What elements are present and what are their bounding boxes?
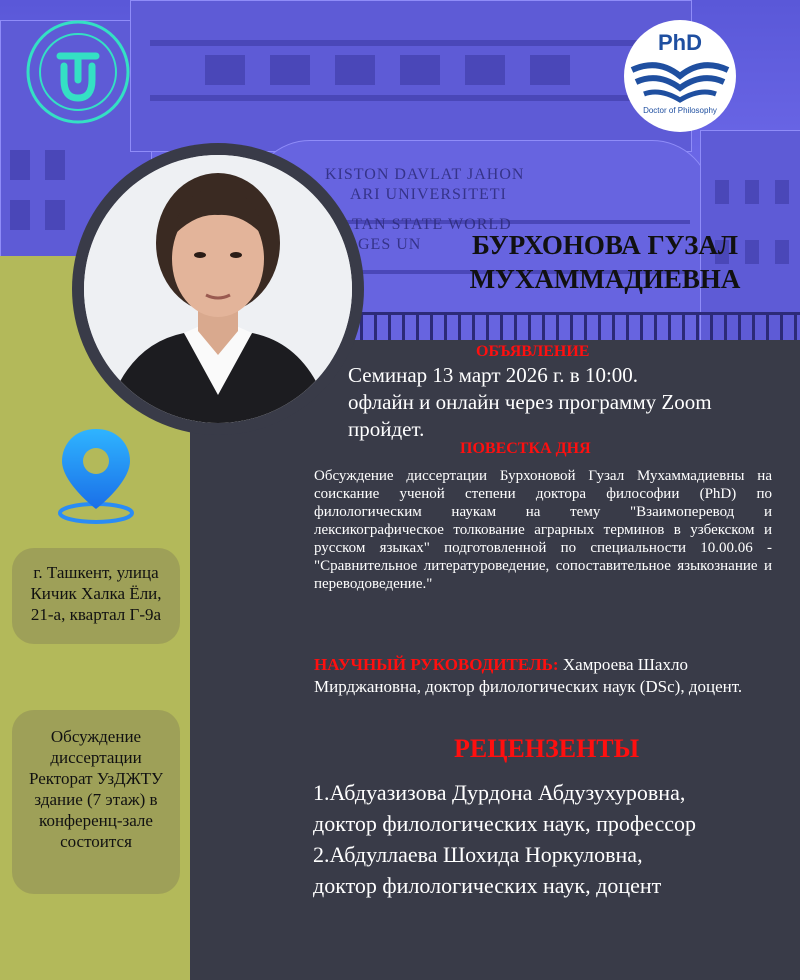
portrait-photo: [84, 155, 352, 423]
sign-line-1: KISTON DAVLAT JAHON: [325, 166, 525, 183]
announcement-line: офлайн и онлайн через программу Zoom: [348, 390, 712, 414]
university-logo: [24, 18, 132, 126]
announcement-line: пройдет.: [348, 417, 425, 441]
address-card: [12, 548, 180, 644]
agenda-heading: ПОВЕСТКА ДНЯ: [460, 440, 591, 457]
venue-text: Обсуждение диссертации Ректорат УзДЖТУ здание (7 этаж) в конференц-зале состоится: [28, 727, 164, 851]
phd-logo: [614, 18, 746, 134]
reviewer-line: 1.Абдуазизова Дурдона Абдузухуровна,: [313, 780, 686, 805]
reviewer-line: 2.Абдуллаева Шохида Норкуловна,: [313, 842, 643, 867]
announcement-body: [348, 362, 712, 443]
location-pin-icon: [56, 425, 136, 525]
reviewers-list: [313, 777, 696, 901]
phd-logo-subtitle: Doctor of Philosophy: [643, 106, 717, 115]
supervisor-details: Мирджановна, доктор филологических наук (DSc), доцент.: [314, 677, 743, 696]
sign-line-4: GES UN: [358, 236, 422, 253]
venue-card: [12, 710, 180, 894]
supervisor-block: [314, 654, 774, 698]
sign-line-3: TAN STATE WORLD: [352, 216, 512, 233]
supervisor-name: Хамроева Шахло: [558, 655, 688, 674]
announcement-line: Семинар 13 март 2026 г. в 10:00.: [348, 363, 639, 387]
sign-line-2: ARI UNIVERSITETI: [350, 186, 507, 203]
person-name: БУРХОНОВА ГУЗАЛ МУХАММАДИЕВНА: [469, 230, 741, 294]
phd-logo-title: PhD: [658, 30, 702, 55]
fence: [360, 312, 800, 340]
reviewer-line: доктор филологических наук, профессор: [313, 811, 696, 836]
address-text: г. Ташкент, улица Кичик Халка Ёли, 21-а, квартал Г-9а: [30, 563, 162, 624]
announcement-heading: ОБЪЯВЛЕНИЕ: [476, 343, 590, 360]
reviewer-line: доктор филологических наук, доцент: [313, 873, 662, 898]
reviewers-heading: РЕЦЕНЗЕНТЫ: [454, 734, 640, 763]
agenda-text: Обсуждение диссертации Бурхоновой Гузал Мухаммадиевны на соискание ученой степени доктора философии (PhD) по филологическим наукам на тему "Взаимоперевод и лексикографическое толкование аграрных терминов в узбекском и русском языках" подготовленной по специальности 10.00.06 - "Сравнительное литературоведение, сопоставительное языкознание и переводоведение.": [314, 468, 772, 592]
supervisor-label: НАУЧНЫЙ РУКОВОДИТЕЛЬ:: [314, 655, 559, 674]
